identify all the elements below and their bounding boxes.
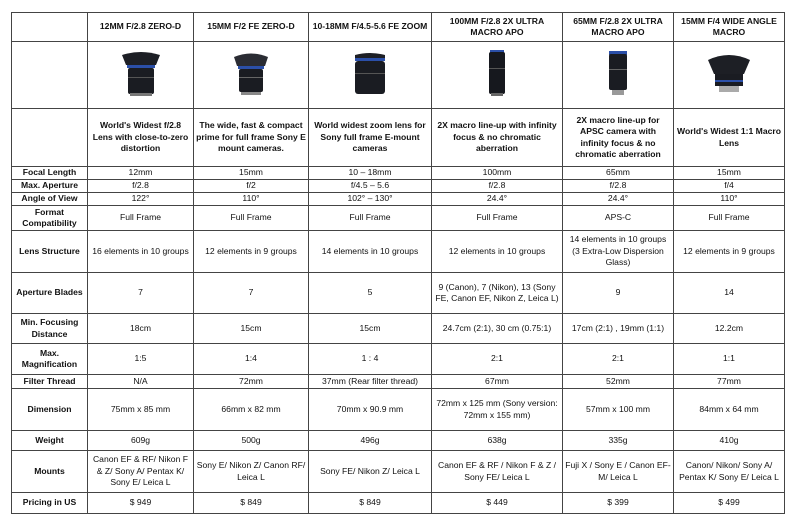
cell: 7 xyxy=(88,273,194,314)
corner-cell xyxy=(12,13,88,42)
table-row-dimension xyxy=(12,389,785,431)
lens-photo-100mm-macro-icon xyxy=(484,48,510,98)
lens-description: World's Widest f/2.8 Lens with close-to-zero distortion xyxy=(88,109,194,167)
lens-image-cell xyxy=(88,42,194,109)
cell: 14 elements in 10 groups (3 Extra-Low Dispersion Glass) xyxy=(563,231,674,273)
cell: f/2.8 xyxy=(563,180,674,193)
cell: 2:1 xyxy=(432,344,563,375)
lens-image-cell xyxy=(563,42,674,109)
cell: 12mm xyxy=(88,167,194,180)
empty-cell xyxy=(12,42,88,109)
row-label: Max. Aperture xyxy=(12,180,88,193)
lens-photo-65mm-macro-icon xyxy=(605,49,631,97)
cell: 102° – 130° xyxy=(309,193,432,206)
cell: Full Frame xyxy=(674,206,785,231)
empty-cell xyxy=(12,109,88,167)
lens-description: 2X macro line-up with infinity focus & no chromatic aberration xyxy=(432,109,563,167)
cell: $ 399 xyxy=(563,493,674,514)
row-label: Lens Structure xyxy=(12,231,88,273)
lens-description: The wide, fast & compact prime for full frame Sony E mount cameras. xyxy=(194,109,309,167)
cell: $ 849 xyxy=(194,493,309,514)
row-label: Max. Magnification xyxy=(12,344,88,375)
lens-name: 12MM F/2.8 ZERO-D xyxy=(88,13,194,42)
cell: Canon EF & RF / Nikon F & Z / Sony FE/ Leica L xyxy=(432,451,563,493)
cell: 75mm x 85 mm xyxy=(88,389,194,431)
cell: 15mm xyxy=(194,167,309,180)
image-row xyxy=(12,42,785,109)
lens-description: World widest zoom lens for Sony full frame E-mount cameras xyxy=(309,109,432,167)
lens-photo-15mm-icon xyxy=(231,50,271,96)
cell: 12 elements in 9 groups xyxy=(194,231,309,273)
lens-description: 2X macro line-up for APSC camera with infinity focus & no chromatic aberration xyxy=(563,109,674,167)
lens-image-cell xyxy=(674,42,785,109)
cell: 496g xyxy=(309,431,432,451)
row-label: Aperture Blades xyxy=(12,273,88,314)
lens-photo-15mm-macro-icon xyxy=(706,50,752,96)
cell: f/2 xyxy=(194,180,309,193)
table-row-min-focus xyxy=(12,314,785,344)
cell: f/2.8 xyxy=(88,180,194,193)
cell: 16 elements in 10 groups xyxy=(88,231,194,273)
cell: 335g xyxy=(563,431,674,451)
cell: 122° xyxy=(88,193,194,206)
cell: 110° xyxy=(194,193,309,206)
cell: 410g xyxy=(674,431,785,451)
cell: 72mm xyxy=(194,375,309,389)
cell: 18cm xyxy=(88,314,194,344)
row-label: Format Compatibility xyxy=(12,206,88,231)
cell: Canon/ Nikon/ Sony A/ Pentax K/ Sony E/ Leica L xyxy=(674,451,785,493)
cell: 7 xyxy=(194,273,309,314)
cell: 77mm xyxy=(674,375,785,389)
cell: 12.2cm xyxy=(674,314,785,344)
cell: 9 (Canon), 7 (Nikon), 13 (Sony FE, Canon EF, Nikon Z, Leica L) xyxy=(432,273,563,314)
cell: 12 elements in 9 groups xyxy=(674,231,785,273)
lens-name: 100MM F/2.8 2X ULTRA MACRO APO xyxy=(432,13,563,42)
cell: 110° xyxy=(674,193,785,206)
cell: 5 xyxy=(309,273,432,314)
cell: 15cm xyxy=(194,314,309,344)
cell: $ 449 xyxy=(432,493,563,514)
cell: Sony E/ Nikon Z/ Canon RF/ Leica L xyxy=(194,451,309,493)
row-label: Weight xyxy=(12,431,88,451)
cell: 24.4° xyxy=(563,193,674,206)
cell: 37mm (Rear filter thread) xyxy=(309,375,432,389)
table-row-focal-length xyxy=(12,167,785,180)
lens-photo-10-18mm-icon xyxy=(350,49,390,97)
lens-photo-12mm-icon xyxy=(119,49,163,97)
table-row-pricing xyxy=(12,493,785,514)
cell: f/4 xyxy=(674,180,785,193)
table-row-format xyxy=(12,206,785,231)
cell: 14 elements in 10 groups xyxy=(309,231,432,273)
cell: 67mm xyxy=(432,375,563,389)
table-row-max-aperture xyxy=(12,180,785,193)
cell: 52mm xyxy=(563,375,674,389)
cell: 72mm x 125 mm (Sony version: 72mm x 155 mm) xyxy=(432,389,563,431)
lens-name: 65MM F/2.8 2X ULTRA MACRO APO xyxy=(563,13,674,42)
cell: 14 xyxy=(674,273,785,314)
table-row-max-magnification xyxy=(12,344,785,375)
cell: 638g xyxy=(432,431,563,451)
cell: f/2.8 xyxy=(432,180,563,193)
cell: 609g xyxy=(88,431,194,451)
description-row xyxy=(12,109,785,167)
row-label: Min. Focusing Distance xyxy=(12,314,88,344)
cell: Full Frame xyxy=(194,206,309,231)
lens-comparison-table xyxy=(11,12,785,514)
cell: f/4.5 – 5.6 xyxy=(309,180,432,193)
cell: Full Frame xyxy=(88,206,194,231)
lens-description: World's Widest 1:1 Macro Lens xyxy=(674,109,785,167)
row-label: Filter Thread xyxy=(12,375,88,389)
cell: 17cm (2:1) , 19mm (1:1) xyxy=(563,314,674,344)
table-row-lens-structure xyxy=(12,231,785,273)
cell: 66mm x 82 mm xyxy=(194,389,309,431)
table-row-weight xyxy=(12,431,785,451)
cell: 65mm xyxy=(563,167,674,180)
cell: 100mm xyxy=(432,167,563,180)
row-label: Pricing in US xyxy=(12,493,88,514)
row-label: Focal Length xyxy=(12,167,88,180)
cell: Full Frame xyxy=(309,206,432,231)
lens-image-cell xyxy=(194,42,309,109)
cell: 70mm x 90.9 mm xyxy=(309,389,432,431)
lens-name: 10-18MM F/4.5-5.6 FE ZOOM xyxy=(309,13,432,42)
row-label: Angle of View xyxy=(12,193,88,206)
lens-name: 15MM F/4 WIDE ANGLE MACRO xyxy=(674,13,785,42)
cell: 57mm x 100 mm xyxy=(563,389,674,431)
cell: 2:1 xyxy=(563,344,674,375)
table-row-mounts xyxy=(12,451,785,493)
header-row xyxy=(12,13,785,42)
cell: Canon EF & RF/ Nikon F & Z/ Sony A/ Pentax K/ Sony E/ Leica L xyxy=(88,451,194,493)
cell: 15cm xyxy=(309,314,432,344)
table-row-angle-of-view xyxy=(12,193,785,206)
cell: 84mm x 64 mm xyxy=(674,389,785,431)
cell: $ 849 xyxy=(309,493,432,514)
cell: Full Frame xyxy=(432,206,563,231)
cell: Fuji X / Sony E / Canon EF-M/ Leica L xyxy=(563,451,674,493)
lens-name: 15MM F/2 FE ZERO-D xyxy=(194,13,309,42)
cell: 1:5 xyxy=(88,344,194,375)
cell: 1:1 xyxy=(674,344,785,375)
cell: N/A xyxy=(88,375,194,389)
table-row-aperture-blades xyxy=(12,273,785,314)
cell: $ 499 xyxy=(674,493,785,514)
table-row-filter-thread xyxy=(12,375,785,389)
row-label: Mounts xyxy=(12,451,88,493)
cell: 500g xyxy=(194,431,309,451)
cell: 10 – 18mm xyxy=(309,167,432,180)
cell: 1:4 xyxy=(194,344,309,375)
cell: Sony FE/ Nikon Z/ Leica L xyxy=(309,451,432,493)
cell: 9 xyxy=(563,273,674,314)
cell: 1 : 4 xyxy=(309,344,432,375)
cell: APS-C xyxy=(563,206,674,231)
lens-image-cell xyxy=(432,42,563,109)
lens-image-cell xyxy=(309,42,432,109)
row-label: Dimension xyxy=(12,389,88,431)
cell: 12 elements in 10 groups xyxy=(432,231,563,273)
cell: 24.7cm (2:1), 30 cm (0.75:1) xyxy=(432,314,563,344)
cell: 15mm xyxy=(674,167,785,180)
cell: $ 949 xyxy=(88,493,194,514)
cell: 24.4° xyxy=(432,193,563,206)
